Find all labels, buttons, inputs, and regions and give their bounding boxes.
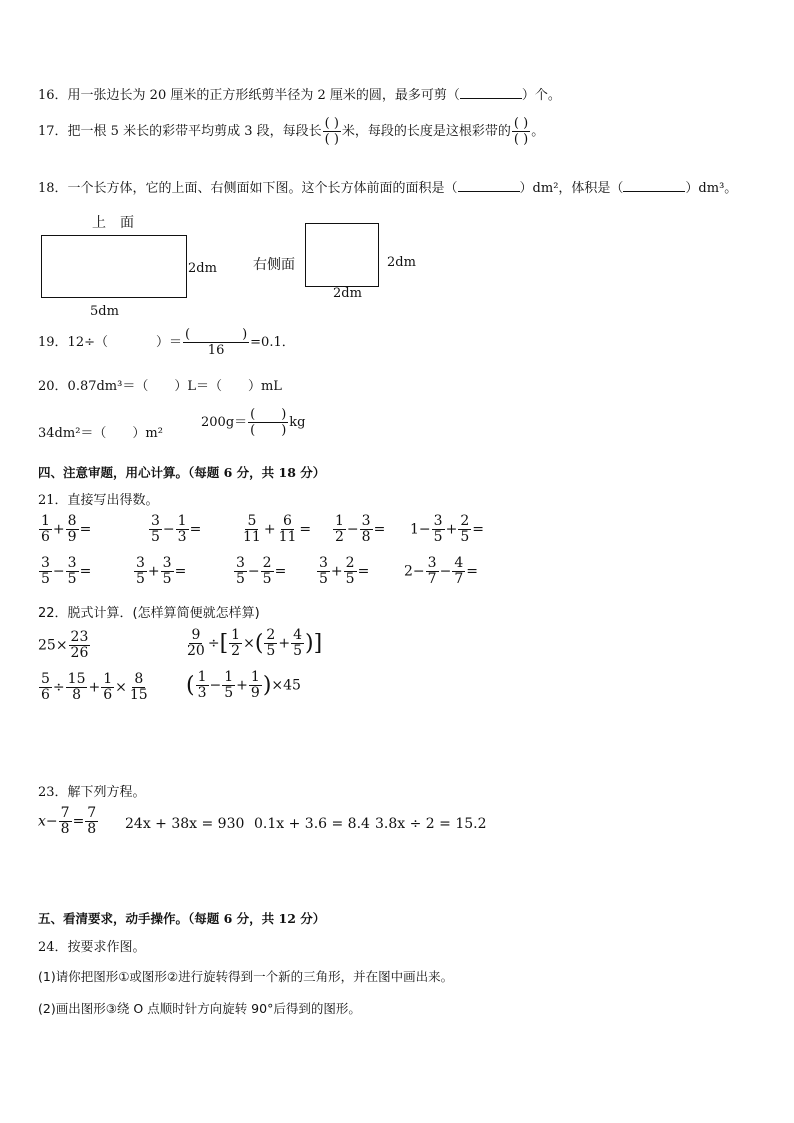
section-5-title: 五、看清要求，动手操作。（每题 6 分，共 12 分） bbox=[38, 911, 326, 926]
right-face-label: 右侧面 bbox=[253, 257, 295, 273]
calc-22-3: $\frac{5}{6}$ ÷ $\frac{15}{8}$ + $\frac{1}{6}$ × $\frac{8}{15}$ bbox=[41, 671, 148, 703]
right-face-bottom-label: 2dm bbox=[333, 286, 362, 301]
answer-blank[interactable] bbox=[623, 179, 685, 192]
fraction-blank[interactable]: $\frac{( )}{( )}$ bbox=[324, 116, 339, 147]
question-20-line1: 20．0.87dm³＝（ ）L＝（ ）mL bbox=[38, 379, 282, 394]
question-20-line2a: 34dm²＝（ ）m² bbox=[38, 426, 163, 441]
answer-blank[interactable] bbox=[460, 86, 522, 99]
fraction-blank[interactable]: $\frac{( )}{( )}$ bbox=[250, 407, 287, 438]
section-4-title: 四、注意审题，用心计算。（每题 6 分，共 18 分） bbox=[38, 465, 326, 480]
calc-1-1: $\frac{1}{6}$ + $\frac{8}{9}$ = bbox=[41, 513, 92, 545]
question-21-title: 21．直接写出得数。 bbox=[38, 493, 159, 508]
top-face-bottom-label: 5dm bbox=[90, 304, 119, 319]
calc-2-3: $\frac{3}{5}$ − $\frac{2}{5}$ = bbox=[236, 555, 287, 587]
calc-22-1: 25× $\frac{23}{26}$ bbox=[38, 629, 89, 661]
top-face-rect bbox=[41, 235, 187, 298]
calc-1-3: $\frac{5}{11}$ + $\frac{6}{11}$ = bbox=[243, 513, 312, 545]
calc-1-4: $\frac{1}{2}$ − $\frac{3}{8}$ = bbox=[335, 513, 386, 545]
question-24-part-2: (2)画出图形③绕 O 点顺时针方向旋转 90°后得到的图形。 bbox=[38, 1001, 361, 1016]
equation-4: 3.8x ÷ 2 = 15.2 bbox=[375, 816, 487, 832]
question-24-title: 24．按要求作图。 bbox=[38, 940, 146, 955]
top-face-side-label: 2dm bbox=[188, 261, 217, 276]
calc-2-1: $\frac{3}{5}$ − $\frac{3}{5}$ = bbox=[41, 555, 92, 587]
calc-2-5: 2− $\frac{3}{7}$ − $\frac{4}{7}$ = bbox=[404, 555, 478, 587]
question-23-title: 23．解下列方程。 bbox=[38, 785, 146, 800]
equation-1: x− $\frac{7}{8}$ = $\frac{7}{8}$ bbox=[38, 805, 97, 837]
question-19: 19．12÷（ ）＝ $\frac{( )}{16}$ =0.1． bbox=[38, 327, 295, 358]
fraction-blank[interactable]: $\frac{( )}{16}$ bbox=[185, 327, 248, 358]
calc-1-2: $\frac{3}{5}$ − $\frac{1}{3}$ = bbox=[151, 513, 202, 545]
right-face-rect bbox=[305, 223, 379, 287]
question-16: 16．用一张边长为 20 厘米的正方形纸剪半径为 2 厘米的圆，最多可剪（ ）个。 bbox=[38, 88, 561, 103]
top-face-label: 上 面 bbox=[92, 215, 134, 231]
calc-1-5: 1− $\frac{3}{5}$ + $\frac{2}{5}$ = bbox=[410, 513, 484, 545]
question-22-title: 22．脱式计算．(怎样算简便就怎样算) bbox=[38, 606, 260, 621]
equation-3: 0.1x + 3.6 = 8.4 bbox=[254, 816, 370, 832]
question-17: 17．把一根 5 米长的彩带平均剪成 3 段，每段长 $\frac{( )}{( )}$ 米，每段的长度是这根彩带的 $\frac{( )}{( )}$ 。 bbox=[38, 116, 545, 147]
question-24-part-1: (1)请你把图形①或图形②进行旋转得到一个新的三角形，并在图中画出来。 bbox=[38, 969, 454, 984]
calc-2-2: $\frac{3}{5}$ + $\frac{3}{5}$ = bbox=[136, 555, 187, 587]
answer-blank[interactable] bbox=[458, 179, 520, 192]
equation-2: 24x + 38x = 930 bbox=[125, 816, 245, 832]
question-18: 18．一个长方体，它的上面、右侧面如下图。这个长方体前面的面积是（ ）dm²，体积是（ ）dm³。 bbox=[38, 181, 738, 196]
calc-22-2: $\frac{9}{20}$ ÷[ $\frac{1}{2}$ ×( $\frac{2}{5}$ + $\frac{4}{5}$ )] bbox=[187, 627, 323, 659]
question-20-line2b: 200g＝ $\frac{( )}{( )}$ kg bbox=[201, 407, 306, 438]
calc-22-4: ( $\frac{1}{3}$ − $\frac{1}{5}$ + $\frac{1}{9}$ )×45 bbox=[186, 669, 301, 701]
calc-2-4: $\frac{3}{5}$ + $\frac{2}{5}$ = bbox=[319, 555, 370, 587]
right-face-side-label: 2dm bbox=[387, 255, 416, 270]
fraction-blank[interactable]: $\frac{( )}{( )}$ bbox=[513, 116, 529, 147]
